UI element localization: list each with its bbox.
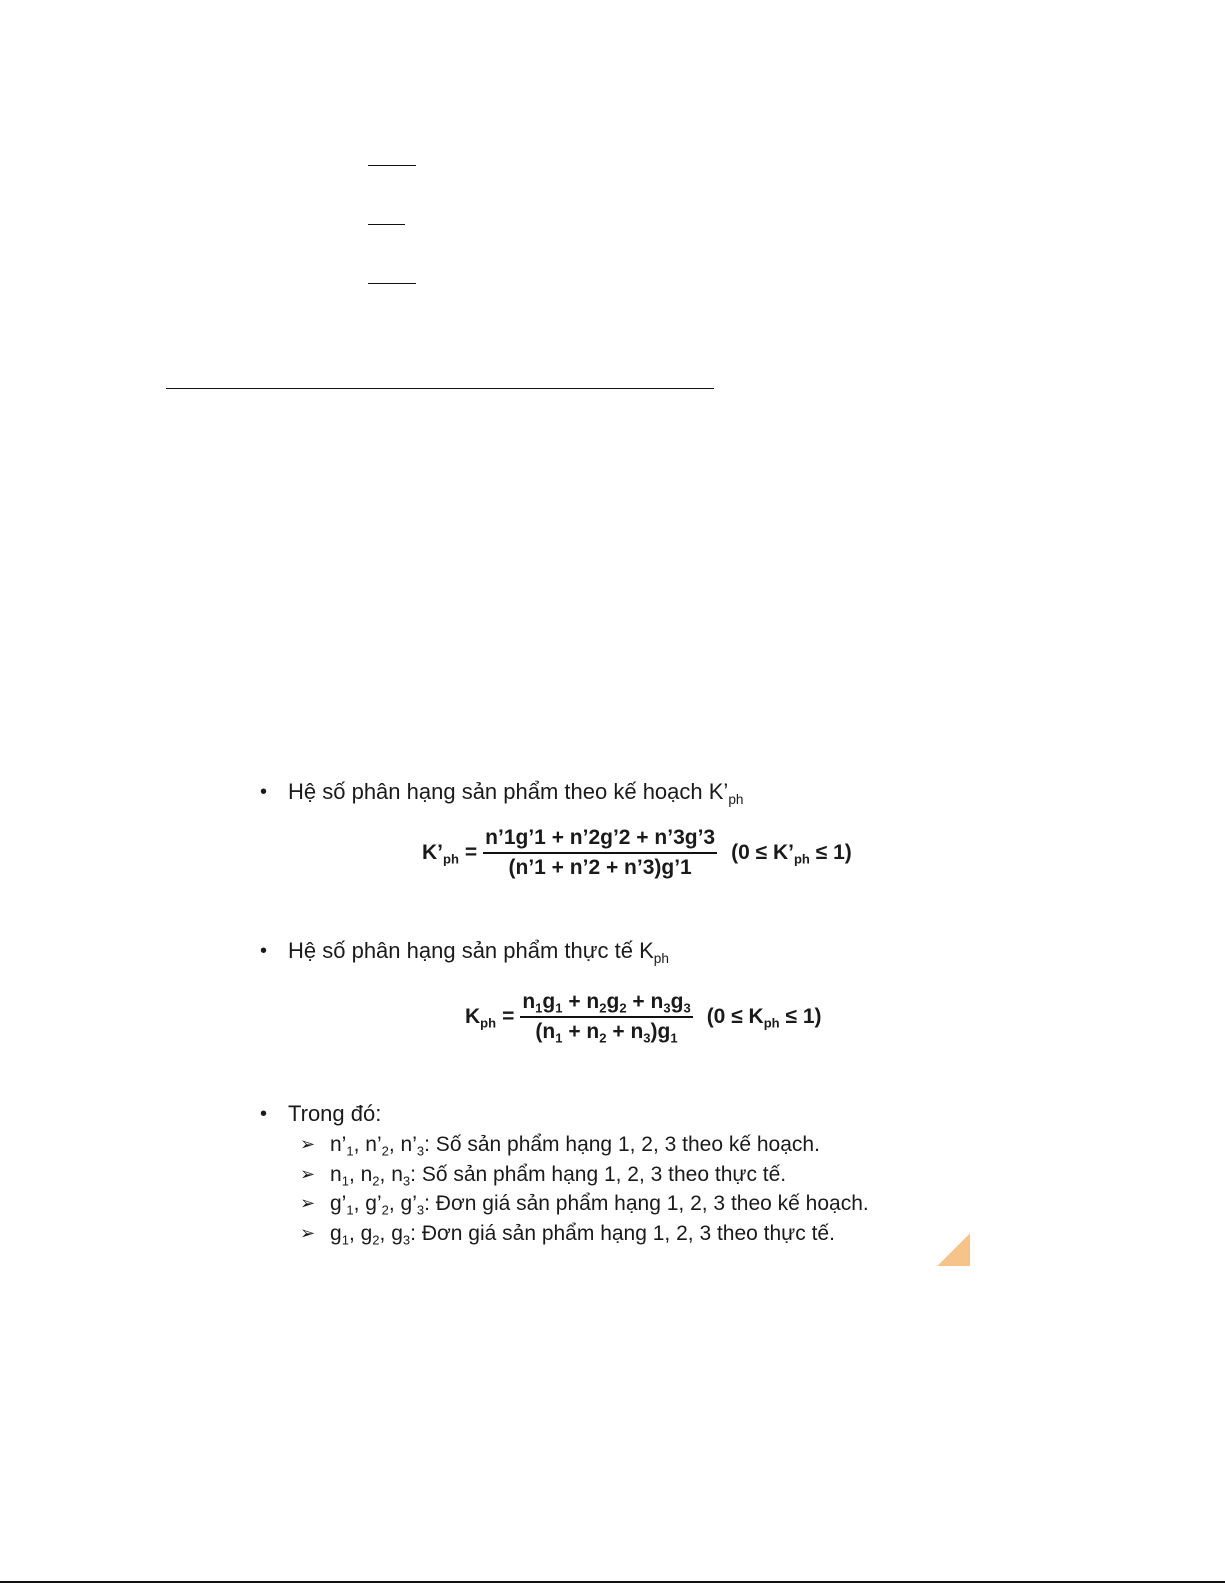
formula-denominator: $(n_1 + n_2 + n_3)g_1$: [535, 1020, 678, 1046]
bullet-actual-coefficient: [260, 937, 669, 966]
page-bottom-rule: [0, 1581, 1225, 1583]
bullet-subscript: ph: [728, 791, 744, 807]
list-item: ➢ $n’_1$, $n’_2$, $n’_3$: Số sản phẩm hạng 1, 2, 3 theo kế hoạch.: [300, 1130, 869, 1160]
arrow-bullet-icon: ➢: [300, 1134, 316, 1154]
bullet-dot-icon: •: [260, 940, 268, 962]
bullet-planned-coefficient: [260, 778, 744, 807]
definition-list: [300, 1130, 869, 1248]
formula-lhs: $K_{ph}$: [465, 1005, 497, 1031]
list-item: ➢ $g’_1$, $g’_2$, $g’_3$: Đơn giá sản phẩm hạng 1, 2, 3 theo kế hoạch.: [300, 1189, 869, 1219]
bullet-dot-icon: •: [260, 1103, 268, 1125]
short-rule: [368, 165, 416, 166]
bullet-text: Hệ số phân hạng sản phẩm thực tế K: [288, 938, 654, 963]
short-rule: [368, 224, 405, 225]
arrow-bullet-icon: ➢: [300, 1222, 316, 1243]
formula-fraction: [483, 826, 717, 880]
formula-condition: $(0 \le K’_{ph} \le 1)$: [731, 841, 852, 867]
bullet-text: Hệ số phân hạng sản phẩm theo kế hoạch K’: [288, 779, 729, 804]
bullet-text: Trong đó:: [288, 1101, 382, 1126]
short-rule: [368, 283, 416, 284]
arrow-bullet-icon: ➢: [300, 1163, 316, 1184]
formula-actual-coefficient: [465, 990, 822, 1044]
bullet-where: [260, 1100, 382, 1128]
list-item: ➢ $g_1$, $g_2$, $g_3$: Đơn giá sản phẩm hạng 1, 2, 3 theo thực tế.: [300, 1219, 869, 1249]
formula-denominator: (n’1 + n’2 + n’3)g’1: [508, 856, 692, 879]
formula-equals: =: [502, 1005, 515, 1028]
section-rule: [166, 388, 714, 389]
arrow-bullet-icon: ➢: [300, 1193, 316, 1213]
bullet-dot-icon: •: [260, 781, 268, 803]
formula-numerator: $n_1g_1 + n_2g_2 + n_3g_3$: [520, 990, 692, 1018]
formula-condition: $(0 \le K_{ph} \le 1)$: [706, 1005, 822, 1031]
formula-lhs: $K’_{ph}$: [422, 841, 459, 867]
formula-planned-coefficient: [422, 826, 852, 880]
bullet-subscript: ph: [653, 950, 669, 966]
slide-corner-decoration: [937, 1233, 970, 1266]
formula-fraction: [520, 990, 692, 1044]
formula-numerator: n’1g’1 + n’2g’2 + n’3g’3: [483, 826, 717, 854]
formula-equals: =: [464, 841, 478, 864]
list-item: ➢ $n_1$, $n_2$, $n_3$: Số sản phẩm hạng 1, 2, 3 theo thực tế.: [300, 1160, 869, 1190]
